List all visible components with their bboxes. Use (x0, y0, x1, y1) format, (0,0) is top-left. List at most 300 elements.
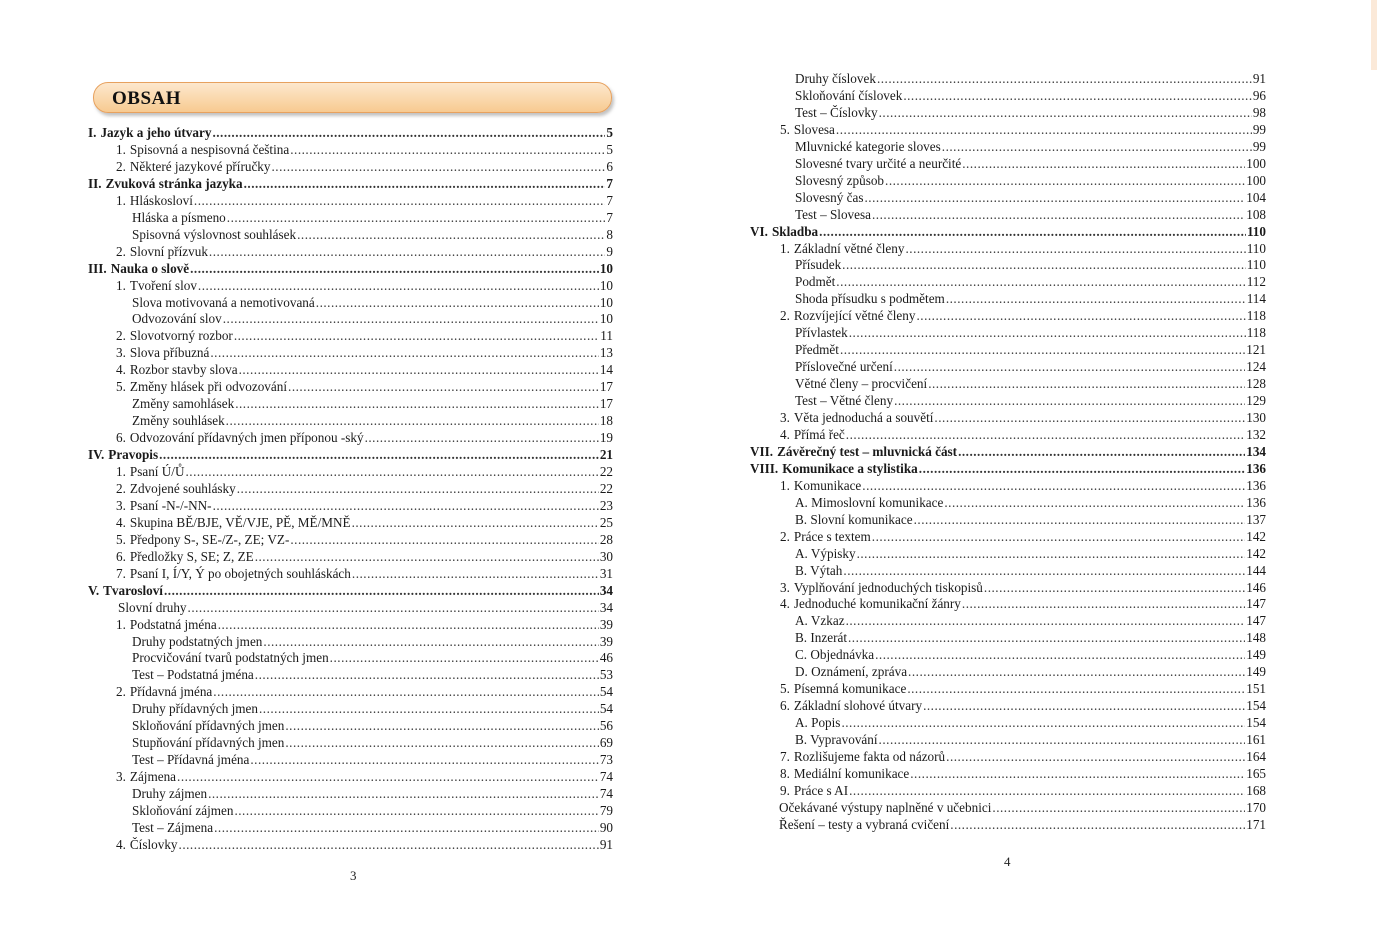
toc-entry-page: 170 (1246, 799, 1266, 815)
toc-entry-page: 147 (1246, 596, 1266, 612)
toc-entry-number: 3. (780, 579, 790, 595)
toc-dot-leader (962, 595, 1245, 612)
toc-dot-leader (879, 104, 1252, 121)
toc-subsection-entry (132, 700, 613, 717)
toc-subsection-entry (795, 87, 1266, 104)
toc-subsection-entry (795, 714, 1266, 731)
toc-entry-page: 146 (1246, 579, 1266, 595)
toc-entry-number: 9. (780, 782, 790, 798)
toc-dot-leader (297, 226, 605, 243)
toc-entry-label: Psaní -N-/-NN- (129, 497, 212, 513)
toc-section-entry (116, 378, 613, 395)
toc-section-entry (116, 836, 613, 853)
toc-subsection-entry (795, 290, 1266, 307)
toc-dot-leader (877, 70, 1252, 87)
toc-entry-label: Druhy číslovek (795, 71, 876, 86)
toc-entry-number: 5. (780, 681, 790, 697)
toc-dot-leader (179, 836, 599, 853)
toc-entry-number: V. (88, 582, 100, 598)
toc-entry-label: Jednoduché komunikační žánry (793, 596, 961, 612)
toc-entry-number: 1. (780, 477, 790, 493)
toc-entry-page: 54 (599, 701, 613, 717)
toc-section-entry (780, 409, 1266, 426)
toc-entry-page: 69 (599, 735, 613, 751)
page-number: 3 (350, 868, 357, 883)
toc-entry-number: VII. (750, 443, 774, 459)
toc-dot-leader (290, 141, 605, 158)
toc-entry-label: Test – Číslovky (795, 104, 878, 120)
toc-dot-leader (946, 748, 1245, 765)
toc-entry-page: 39 (599, 616, 613, 632)
toc-entry-number: 3. (116, 345, 126, 361)
toc-subsection-entry (132, 802, 613, 819)
toc-entry-label: B. Vypravování (795, 732, 878, 748)
toc-entry-label: Práce s textem (793, 528, 871, 544)
toc-entry-number: 1. (780, 240, 790, 256)
toc-entry-number: 2. (116, 158, 126, 174)
toc-entry-label: Změny hlásek při odvozování (129, 379, 288, 395)
toc-entry-label: Podstatná jména (129, 616, 217, 632)
toc-entry-label: C. Objednávka (795, 647, 875, 663)
toc-section-entry (780, 748, 1266, 765)
toc-entry-label: Skloňování přídavných jmen (132, 718, 285, 734)
toc-entry-label: A. Vzkaz (795, 613, 845, 629)
toc-dot-leader (352, 565, 599, 582)
toc-dot-leader (234, 327, 599, 344)
toc-entry-page: 142 (1246, 528, 1266, 544)
toc-entry-label: Přívlastek (795, 325, 848, 341)
toc-entry-page: 118 (1246, 308, 1266, 324)
toc-entry-page: 10 (599, 260, 613, 276)
toc-entry-page: 148 (1246, 630, 1266, 646)
toc-entry-page: 19 (599, 430, 613, 446)
toc-subsection-entry (795, 189, 1266, 206)
toc-section-entry (116, 683, 613, 700)
toc-heading-box (93, 82, 612, 113)
toc-entry-page: 91 (599, 836, 613, 852)
toc-entry-label: Slovesný způsob (795, 172, 885, 188)
toc-dot-leader (288, 378, 599, 395)
toc-subsection-entry (795, 256, 1266, 273)
toc-entry-page: 10 (599, 294, 613, 310)
toc-entry-label: Rozbor stavby slova (129, 362, 238, 378)
toc-entry-number: 2. (116, 243, 126, 259)
toc-entry-label: Očekávané výstupy naplněné v učebnici (779, 799, 992, 815)
toc-entry-number: 1. (116, 464, 126, 479)
toc-entry-page: 91 (1252, 71, 1266, 86)
toc-entry-label: Mluvnické kategorie sloves (795, 138, 941, 154)
toc-entry-page: 31 (599, 565, 613, 581)
toc-dot-leader (213, 497, 599, 514)
toc-entry-label: Rozlišujeme fakta od názorů (793, 749, 946, 764)
toc-subsection-entry (795, 494, 1266, 511)
toc-entry-page: 11 (600, 328, 613, 344)
toc-dot-leader (942, 138, 1252, 155)
toc-section-entry (780, 697, 1266, 714)
toc-entry-label: Tvoření slov (129, 277, 197, 293)
toc-section-entry (116, 192, 613, 209)
toc-subsection-entry (795, 358, 1266, 375)
toc-dot-leader (946, 290, 1246, 307)
toc-entry-label: Test – Přídavná jména (132, 752, 250, 768)
toc-entry-label: Nauka o slově (110, 260, 190, 276)
toc-entry-page: 171 (1246, 816, 1266, 832)
toc-dot-leader (259, 700, 599, 717)
toc-section-entry (116, 327, 613, 344)
toc-heading: OBSAH (112, 88, 182, 109)
toc-entry-label: Slovotvorný rozbor (129, 328, 233, 344)
toc-entry-page: 136 (1246, 494, 1266, 510)
toc-dot-leader (250, 751, 598, 768)
toc-subsection-entry (795, 70, 1266, 87)
toc-entry-page: 90 (599, 819, 613, 835)
toc-entry-label: Psaní Ú/Ů (129, 464, 185, 479)
toc-entry-label: Předpony S-, SE-/Z-, ZE; VZ- (129, 531, 290, 547)
toc-entry-label: Číslovky (129, 836, 178, 852)
toc-entry-page: 142 (1246, 545, 1266, 561)
toc-section-entry (116, 531, 613, 548)
toc-dot-leader (234, 802, 598, 819)
toc-entry-page: 130 (1246, 410, 1266, 425)
toc-entry-label: Pravopis (108, 447, 159, 463)
toc-section-entry (116, 768, 613, 785)
toc-dot-leader (950, 816, 1245, 833)
toc-dot-leader (226, 412, 599, 429)
toc-subsection-entry (795, 392, 1266, 409)
toc-entry-page: 134 (1246, 443, 1266, 459)
toc-entry-number: 2. (116, 328, 126, 344)
toc-section-entry (116, 277, 613, 294)
toc-entry-label: Zdvojené souhlásky (129, 480, 236, 496)
toc-dot-leader (330, 649, 599, 666)
toc-entry-label: Přídavná jména (129, 684, 213, 700)
toc-dot-leader (849, 324, 1246, 341)
toc-entry-page: 73 (599, 752, 613, 768)
toc-section-entry (116, 548, 613, 565)
toc-dot-leader (177, 768, 599, 785)
toc-dot-leader (910, 765, 1245, 782)
toc-chapter-entry (88, 260, 613, 277)
toc-entry-label: Psaní I, Í/Y, Ý po obojetných souhláskách (129, 565, 351, 581)
toc-entry-label: Základní slohové útvary (793, 698, 923, 714)
toc-section-entry (118, 599, 613, 616)
toc-dot-leader (237, 480, 599, 497)
toc-chapter-entry (88, 582, 613, 599)
toc-dot-leader (857, 545, 1246, 562)
toc-entry-page: 137 (1246, 511, 1266, 527)
toc-dot-leader (285, 717, 598, 734)
toc-entry-label: Spisovná výslovnost souhlásek (132, 226, 297, 242)
toc-entry-page: 28 (599, 531, 613, 547)
toc-entry-page: 9 (606, 243, 613, 259)
toc-entry-number: 3. (116, 497, 126, 513)
toc-entry-label: Rozvíjející větné členy (793, 308, 916, 324)
toc-dot-leader (185, 463, 598, 480)
toc-dot-leader (159, 446, 599, 463)
toc-section-entry (780, 595, 1266, 612)
toc-subsection-entry (132, 633, 613, 650)
toc-entry-page: 99 (1252, 138, 1266, 154)
toc-entry-label: Stupňování přídavných jmen (132, 735, 285, 751)
toc-dot-leader (190, 260, 599, 277)
toc-dot-leader (285, 734, 598, 751)
toc-dot-leader (919, 460, 1245, 477)
toc-subsection-entry (132, 294, 613, 311)
toc-entry-label: Slovesné tvary určité a neurčité (795, 155, 962, 171)
toc-dot-leader (894, 392, 1245, 409)
toc-subsection-entry (132, 785, 613, 802)
toc-dot-leader (210, 344, 598, 361)
toc-dot-leader (958, 443, 1245, 460)
toc-subsection-entry (132, 209, 613, 226)
toc-entry-label: Procvičování tvarů podstatných jmen (132, 650, 329, 666)
toc-entry-label: Komunikace a stylistika (782, 460, 918, 476)
toc-section-entry (780, 782, 1266, 799)
toc-entry-page: 147 (1246, 613, 1266, 629)
toc-entry-page: 110 (1246, 223, 1266, 239)
toc-dot-leader (188, 599, 599, 616)
toc-entry-number: 2. (116, 480, 126, 496)
toc-entry-label: Zvuková stránka jazyka (105, 175, 243, 191)
toc-entry-label: Větné členy – procvičení (795, 376, 928, 392)
toc-entry-label: Slovesný čas (795, 189, 864, 205)
toc-dot-leader (962, 155, 1245, 172)
toc-section-entry (116, 141, 613, 158)
toc-entry-label: Shoda přísudku s podmětem (795, 291, 945, 307)
toc-dot-leader (290, 531, 598, 548)
toc-section-entry (780, 765, 1266, 782)
toc-entry-label: A. Mimoslovní komunikace (795, 494, 944, 510)
toc-entry-label: B. Slovní komunikace (795, 511, 913, 527)
toc-entry-page: 7 (606, 209, 613, 225)
toc-entry-number: 1. (116, 192, 126, 208)
toc-entry-page: 114 (1246, 291, 1266, 307)
toc-entry-label: Komunikace (793, 477, 862, 493)
toc-entry-label: Práce s AI (793, 782, 849, 798)
toc-dot-leader (944, 494, 1245, 511)
toc-subsection-entry (795, 646, 1266, 663)
toc-entry-page: 112 (1246, 274, 1266, 290)
toc-subsection-entry (132, 734, 613, 751)
toc-entry-page: 23 (599, 497, 613, 513)
toc-subsection-entry (795, 206, 1266, 223)
toc-entry-label: Přísudek (795, 257, 842, 273)
toc-entry-page: 165 (1246, 765, 1266, 781)
toc-entry-page: 7 (606, 175, 613, 191)
toc-entry-page: 34 (599, 599, 613, 615)
toc-entry-label: Mediální komunikace (793, 765, 910, 781)
toc-dot-leader (928, 375, 1245, 392)
toc-entry-label: Slovní přízvuk (129, 243, 208, 259)
toc-entry-page: 110 (1246, 240, 1266, 256)
toc-entry-page: 132 (1246, 426, 1266, 442)
toc-entry-label: Slovní druhy (118, 599, 187, 615)
toc-entry-page: 108 (1246, 206, 1266, 222)
toc-entry-page: 154 (1246, 698, 1266, 714)
toc-entry-label: Odvozování přídavných jmen příponou -ský (129, 430, 364, 446)
toc-entry-label: Test – Podstatná jména (132, 667, 254, 683)
toc-entry-label: Hláskosloví (129, 192, 193, 208)
toc-entry-page: 118 (1246, 325, 1266, 341)
toc-entry-label: Řešení – testy a vybraná cvičení (779, 816, 950, 832)
toc-entry-label: Základní větné členy (793, 240, 905, 256)
toc-entry-label: A. Výpisky (795, 545, 856, 561)
toc-entry-label: Hláska a písmeno (132, 209, 226, 225)
toc-section-entry (780, 307, 1266, 324)
toc-subsection-entry (795, 511, 1266, 528)
toc-entry-page: 136 (1246, 477, 1266, 493)
toc-entry-label: Jazyk a jeho útvary (100, 125, 212, 140)
toc-section-entry (116, 616, 613, 633)
toc-entry-label: A. Popis (795, 715, 841, 731)
toc-subsection-entry (795, 155, 1266, 172)
toc-entry-label: Skloňování zájmen (132, 803, 234, 818)
toc-subsection-entry (132, 310, 613, 327)
toc-section-entry (116, 344, 613, 361)
toc-entry-page: 22 (599, 480, 613, 496)
toc-dot-leader (214, 819, 599, 836)
toc-section-entry (116, 429, 613, 446)
toc-entry-page: 21 (599, 447, 613, 463)
toc-entry-page: 46 (599, 650, 613, 666)
toc-dot-leader (272, 158, 606, 175)
toc-dot-leader (872, 528, 1245, 545)
toc-dot-leader (235, 395, 599, 412)
toc-entry-label: Slova motivovaná a nemotivovaná (132, 294, 315, 310)
toc-dot-leader (903, 87, 1251, 104)
toc-entry-label: Příslovečné určení (795, 359, 893, 375)
toc-subsection-entry (795, 562, 1266, 579)
toc-entry-number: I. (88, 125, 97, 140)
toc-entry-label: Slova příbuzná (129, 345, 210, 361)
toc-entry-page: 100 (1246, 155, 1266, 171)
toc-dot-leader (879, 731, 1246, 748)
toc-dot-leader (218, 616, 599, 633)
toc-dot-leader (194, 192, 606, 209)
toc-entry-number: III. (88, 260, 107, 276)
toc-entry-page: 56 (599, 718, 613, 734)
toc-entry-label: Skladba (771, 223, 819, 239)
toc-subsection-entry (795, 341, 1266, 358)
toc-subsection-entry (132, 226, 613, 243)
toc-entry-label: Spisovná a nespisovná čeština (129, 141, 290, 157)
toc-section-entry (779, 799, 1266, 816)
toc-entry-label: Závěrečný test – mluvnická část (777, 443, 958, 459)
toc-entry-number: 4. (116, 514, 126, 530)
toc-entry-page: 10 (599, 311, 613, 327)
toc-entry-number: 5. (116, 379, 126, 395)
toc-section-entry (779, 816, 1266, 833)
toc-dot-leader (255, 666, 599, 683)
toc-section-entry (780, 121, 1266, 138)
toc-section-entry (780, 240, 1266, 257)
toc-entry-label: Druhy podstatných jmen (132, 633, 263, 649)
toc-entry-page: 99 (1252, 121, 1266, 137)
toc-entry-number: 6. (780, 698, 790, 714)
toc-dot-leader (212, 124, 605, 141)
toc-entry-page: 151 (1246, 681, 1266, 697)
toc-entry-page: 79 (599, 803, 613, 818)
toc-dot-leader (164, 582, 599, 599)
toc-entry-label: Změny souhlásek (132, 413, 225, 429)
toc-entry-page: 14 (599, 362, 613, 378)
toc-entry-page: 30 (599, 548, 613, 564)
toc-entry-page: 8 (606, 226, 613, 242)
toc-entry-label: Předložky S, SE; Z, ZE (129, 548, 254, 564)
toc-entry-page: 18 (599, 413, 613, 429)
toc-entry-label: B. Výtah (795, 562, 843, 578)
toc-entry-label: Některé jazykové příručky (129, 158, 271, 174)
toc-subsection-entry (795, 273, 1266, 290)
toc-dot-leader (239, 361, 599, 378)
toc-entry-page: 96 (1252, 87, 1266, 103)
toc-dot-leader (872, 206, 1245, 223)
toc-section-entry (780, 426, 1266, 443)
toc-dot-leader (923, 697, 1245, 714)
toc-entry-label: Slovesa (793, 121, 835, 137)
toc-subsection-entry (795, 545, 1266, 562)
toc-dot-leader (842, 256, 1246, 273)
toc-dot-leader (992, 799, 1245, 816)
toc-entry-number: 2. (780, 308, 790, 324)
toc-entry-page: 54 (599, 684, 613, 700)
toc-dot-leader (836, 121, 1252, 138)
toc-entry-number: VIII. (750, 460, 779, 476)
toc-entry-page: 161 (1246, 732, 1266, 748)
toc-subsection-entry (132, 395, 613, 412)
toc-entry-label: Zájmena (129, 769, 177, 785)
toc-entry-label: Skloňování číslovek (795, 87, 903, 103)
toc-entry-number: 7. (116, 565, 126, 581)
toc-subsection-entry (132, 819, 613, 836)
toc-dot-leader (934, 409, 1245, 426)
toc-section-entry (116, 565, 613, 582)
toc-entry-number: 1. (116, 141, 126, 157)
toc-dot-leader (208, 785, 599, 802)
toc-dot-leader (213, 683, 599, 700)
toc-chapter-entry (88, 124, 613, 141)
toc-entry-page: 74 (599, 786, 613, 802)
toc-subsection-entry (795, 629, 1266, 646)
toc-subsection-entry (795, 104, 1266, 121)
toc-subsection-entry (132, 666, 613, 683)
toc-dot-leader (916, 307, 1245, 324)
toc-subsection-entry (132, 751, 613, 768)
toc-entry-number: 8. (780, 765, 790, 781)
toc-entry-page: 10 (599, 277, 613, 293)
toc-dot-leader (227, 209, 606, 226)
toc-subsection-entry (132, 412, 613, 429)
toc-chapter-entry (88, 446, 613, 463)
toc-chapter-entry (750, 223, 1266, 240)
toc-entry-number: 4. (780, 596, 790, 612)
toc-entry-label: Vyplňování jednoduchých tiskopisů (793, 579, 983, 595)
toc-entry-number: 5. (116, 531, 126, 547)
toc-dot-leader (894, 358, 1245, 375)
toc-dot-leader (907, 680, 1245, 697)
toc-entry-page: 17 (599, 396, 613, 412)
toc-chapter-entry (750, 443, 1266, 460)
toc-entry-page: 7 (606, 192, 613, 208)
toc-entry-number: 3. (116, 769, 126, 785)
toc-dot-leader (843, 562, 1245, 579)
toc-entry-label: Písemná komunikace (793, 681, 907, 697)
toc-dot-leader (908, 663, 1245, 680)
toc-dot-leader (862, 477, 1245, 494)
toc-entry-page: 129 (1246, 393, 1266, 409)
toc-section-entry (116, 158, 613, 175)
toc-dot-leader (875, 646, 1245, 663)
